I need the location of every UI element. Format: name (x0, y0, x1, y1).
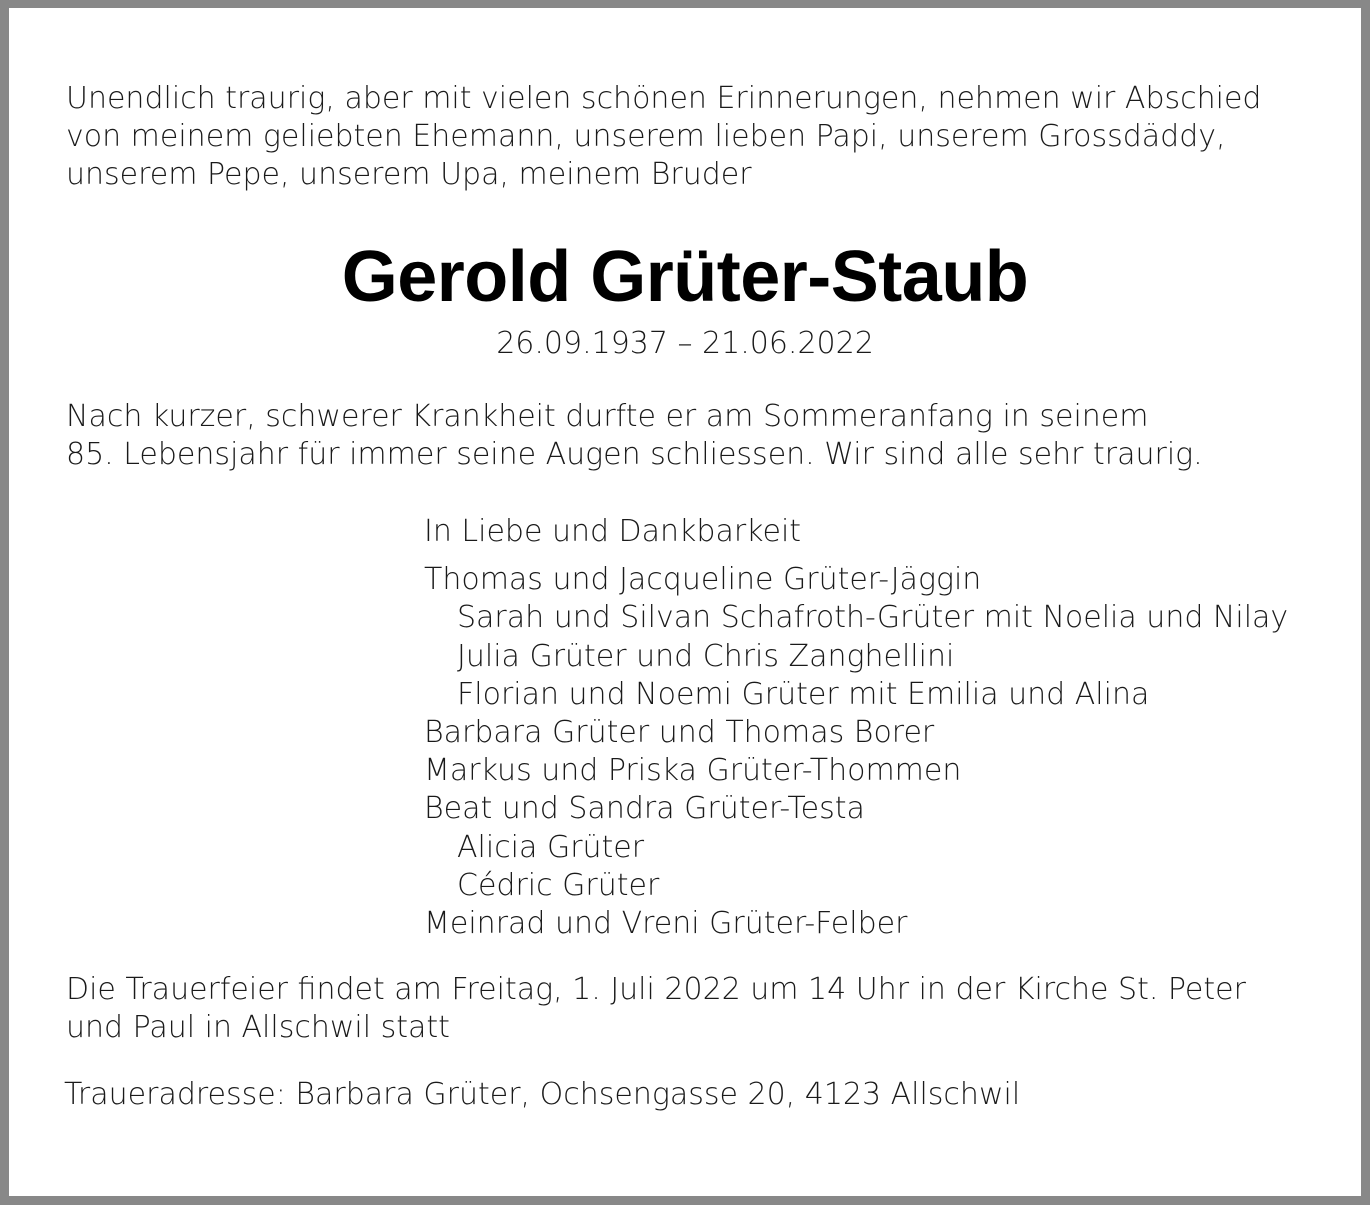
mourning-address: Traueradresse: Barbara Grüter, Ochsengasse 20, 4123 Allschwil (64, 1077, 1021, 1112)
message-line: 85. Lebensjahr für immer seine Augen schliessen. Wir sind alle sehr traurig. (66, 437, 1203, 472)
message-line: Nach kurzer, schwerer Krankheit durfte er am Sommeranfang in seinem (66, 399, 1149, 434)
intro-line: Unendlich traurig, aber mit vielen schönen Erinnerungen, nehmen wir Abschied (66, 81, 1262, 116)
family-member: Beat und Sandra Grüter-Testa (424, 791, 865, 827)
ceremony-paragraph (66, 971, 1246, 1047)
family-member: Thomas und Jacqueline Grüter-Jäggin (424, 562, 982, 598)
family-member: Meinrad und Vreni Grüter-Felber (424, 906, 908, 942)
family-member: Alicia Grüter (457, 829, 645, 865)
family-member: Sarah und Silvan Schafroth-Grüter mit Noelia und Nilay (457, 600, 1289, 636)
intro-paragraph (66, 80, 1262, 194)
family-member: Julia Grüter und Chris Zanghellini (457, 638, 955, 674)
life-dates: 26.09.1937 – 21.06.2022 (496, 326, 874, 361)
family-member: Florian und Noemi Grüter mit Emilia und Alina (457, 676, 1150, 712)
intro-line: von meinem geliebten Ehemann, unserem lieben Papi, unserem Grossdäddy, (66, 119, 1226, 154)
family-member: Cédric Grüter (457, 867, 660, 903)
ceremony-line: Die Trauerfeier findet am Freitag, 1. Juli 2022 um 14 Uhr in der Kirche St. Peter (66, 972, 1246, 1007)
family-list (424, 513, 1288, 943)
family-member: Markus und Priska Grüter-Thommen (424, 753, 962, 789)
family-member: Barbara Grüter und Thomas Borer (424, 715, 935, 751)
closing-greeting: In Liebe und Dankbarkeit (424, 514, 802, 549)
ceremony-line: und Paul in Allschwil statt (66, 1010, 450, 1045)
message-paragraph (66, 398, 1203, 474)
deceased-name: Gerold Grüter-Staub (341, 237, 1029, 317)
intro-line: unserem Pepe, unserem Upa, meinem Bruder (66, 157, 752, 192)
